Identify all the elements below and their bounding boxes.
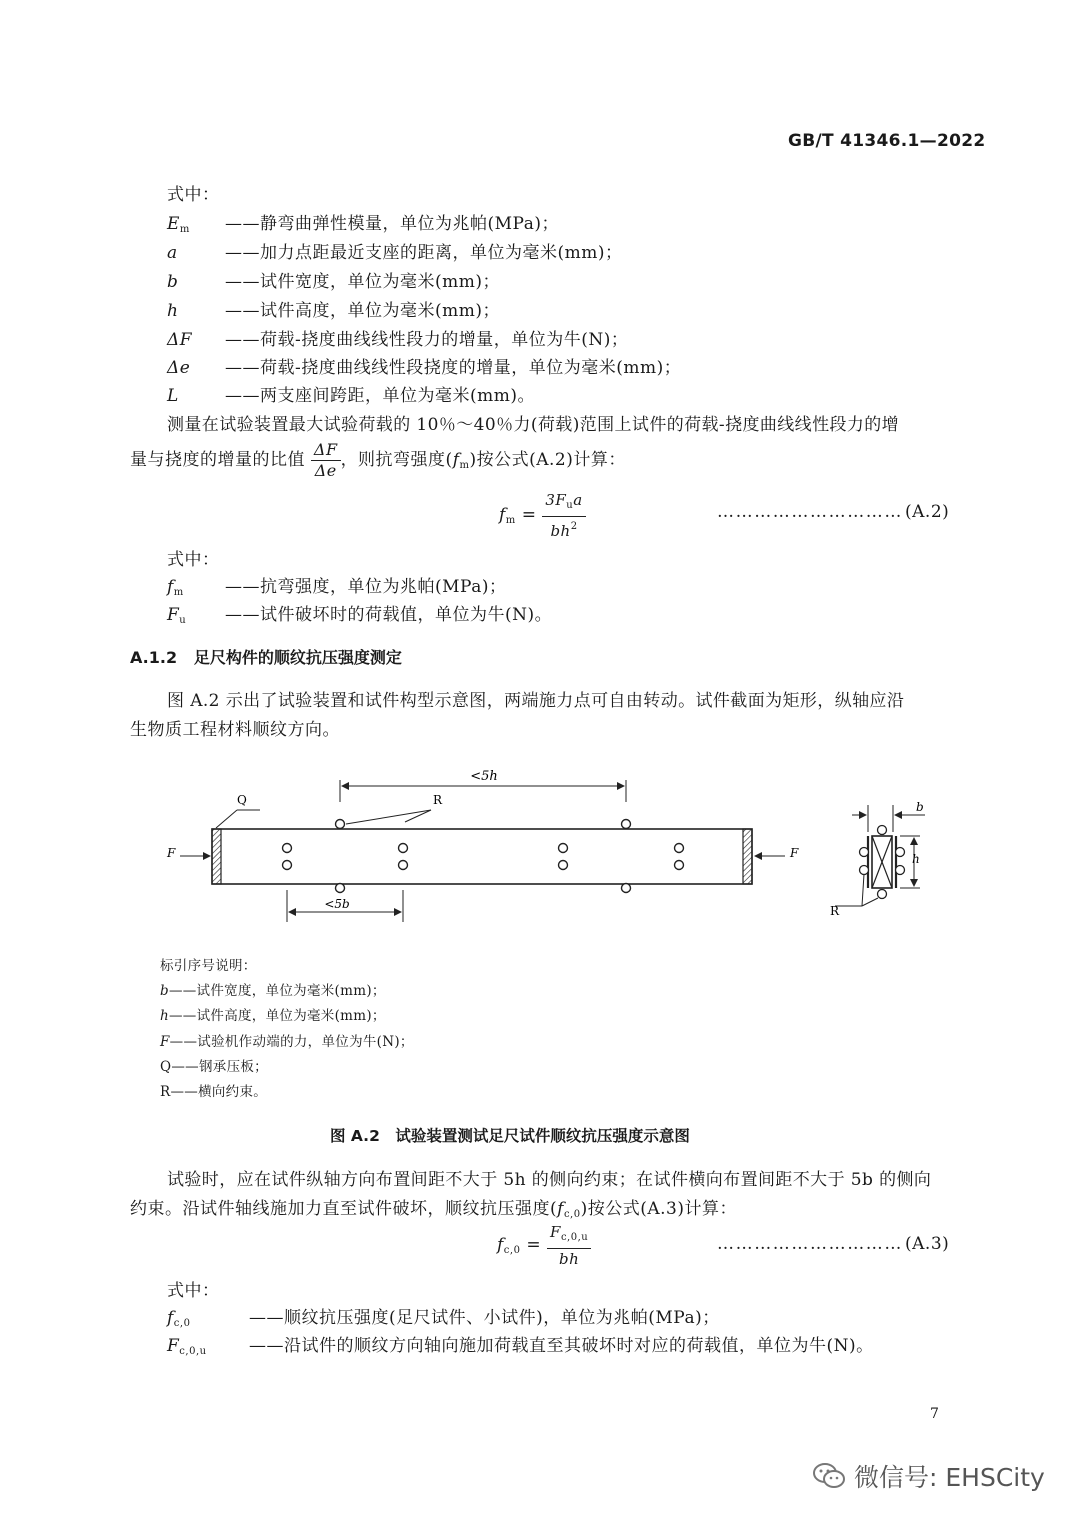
label-q: Q: [237, 793, 247, 807]
figure-caption: 图 A.2 试验装置测试足尺试件顺纹抗压强度示意图: [330, 1127, 690, 1145]
legend-item-q: Q——钢承压板；: [160, 1059, 268, 1075]
equation-a2-label: (A.2): [905, 502, 950, 522]
def-Fc0u: $F_{c,0,u}$ ——沿试件的顺纹方向轴向施加荷载直至其破坏时对应的荷载值，单位为牛(N)。: [167, 1336, 874, 1357]
para1-line1: 测量在试验装置最大试验荷载的 10％～40％力(荷载)范围上试件的荷载-挠度曲线线性段力的增: [167, 415, 900, 435]
def-fm: $f_m$ ——抗弯强度，单位为兆帕(MPa)；: [167, 577, 507, 598]
page-number: 7: [930, 1406, 939, 1422]
def-Em: $E_m$ ——静弯曲弹性模量，单位为兆帕(MPa)；: [167, 214, 559, 235]
label-h: h: [912, 852, 920, 866]
watermark-text: 微信号: EHSCity: [854, 1463, 1045, 1492]
legend-item-f: F——试验机作动端的力，单位为牛(N)；: [160, 1034, 414, 1050]
label-b: b: [916, 800, 924, 814]
standard-number: GB/T 41346.1—2022: [788, 131, 986, 151]
wechat-icon: [812, 1461, 846, 1491]
equation-a2: $f_m$ = $\frac{3F_ua}{bh^2}$: [499, 490, 586, 541]
equation-a3: $f_{c,0}$ = $\frac{F_{c,0,u}}{bh}$: [497, 1222, 591, 1269]
ratio-fraction: $\frac{\Delta F}{\Delta e}$: [311, 440, 341, 481]
equation-a3-leader: …………………………: [717, 1234, 903, 1254]
section-number: A.1.2: [130, 648, 178, 667]
para3-line2: 约束。沿试件轴线施加力直至试件破坏，顺纹抗压强度$(f_{c,0})$按公式(A.3)计算：: [130, 1199, 737, 1220]
para2-line1: 图 A.2 示出了试验装置和试件构型示意图，两端施力点可自由转动。试件截面为矩形，纵轴应沿: [167, 691, 905, 711]
figure-a2: [0, 760, 1080, 940]
def-fc0: $f_{c,0}$ ——顺纹抗压强度(足尺试件、小试件)，单位为兆帕(MPa)；: [167, 1308, 720, 1329]
where-label-2: 式中：: [167, 550, 220, 570]
steel-plate-right: [743, 829, 752, 884]
label-r: R: [433, 793, 443, 807]
equation-a2-leader: …………………………: [717, 502, 903, 522]
legend-title: 标引序号说明：: [160, 958, 257, 974]
def-de: Δe ——荷载-挠度曲线线性段挠度的增量，单位为毫米(mm)；: [167, 358, 682, 378]
where-label-3: 式中：: [167, 1281, 220, 1301]
dim-bottom-label: <5b: [324, 897, 350, 911]
def-L: L ——两支座间跨距，单位为毫米(mm)。: [167, 386, 536, 406]
label-f-left: F: [167, 846, 176, 860]
where-label-1: 式中：: [167, 185, 220, 205]
legend-item-h: h——试件高度，单位为毫米(mm)；: [160, 1008, 386, 1024]
def-h: h ——试件高度，单位为毫米(mm)；: [167, 301, 501, 321]
dim-top-label: <5h: [470, 769, 498, 784]
label-r2: R: [830, 904, 840, 918]
watermark: [812, 1458, 1045, 1494]
def-b: b ——试件宽度，单位为毫米(mm)；: [167, 272, 501, 292]
def-Fu: $F_u$ ——试件破坏时的荷载值，单位为牛(N)。: [167, 605, 553, 626]
legend-item-r: R——横向约束。: [160, 1084, 268, 1100]
def-a: a ——加力点距最近支座的距离，单位为毫米(mm)；: [167, 243, 623, 263]
specimen-beam: [212, 829, 752, 884]
def-dF: ΔF ——荷载-挠度曲线线性段力的增量，单位为牛(N)；: [167, 330, 629, 350]
para2-line2: 生物质工程材料顺纹方向。: [130, 720, 340, 740]
section-heading: [130, 645, 402, 668]
section-title: 足尺构件的顺纹抗压强度测定: [193, 648, 402, 667]
para1-line2: 量与挠度的增量的比值 $\frac{\Delta F}{\Delta e}$ ，则抗弯强度$(f_m)$按公式(A.2)计算：: [130, 440, 626, 480]
steel-plate-left: [212, 829, 221, 884]
equation-a3-label: (A.3): [905, 1234, 950, 1254]
para3-line1: 试验时，应在试件纵轴方向布置间距不大于 5h 的侧向约束；在试件横向布置间距不大于 5b 的侧向: [167, 1170, 932, 1190]
legend-item-b: b——试件宽度，单位为毫米(mm)；: [160, 983, 386, 999]
label-f-right: F: [790, 846, 799, 860]
